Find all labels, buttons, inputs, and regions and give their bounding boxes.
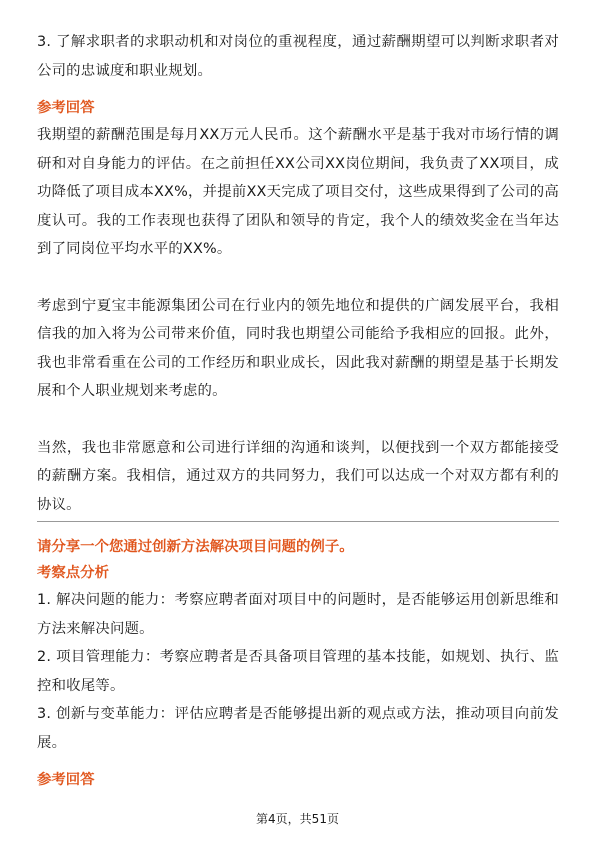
question-heading: 请分享一个您通过创新方法解决项目问题的例子。 <box>37 539 354 555</box>
answer-heading-2: 参考回答 <box>37 772 95 788</box>
question-item-3: 3. 了解求职者的求职动机和对岗位的重视程度，通过薪酬期望可以判断求职者对公司的忠诚度和职业规划。 <box>37 34 559 79</box>
section-divider <box>37 521 559 522</box>
document-page <box>37 28 559 793</box>
answer-paragraph-2: 考虑到宁夏宝丰能源集团公司在行业内的领先地位和提供的广阔发展平台，我相信我的加入将为公司带来价值，同时我也期望公司能给予我相应的回报。此外，我也非常看重在公司的工作经历和职业成长，因此我对薪酬的期望是基于长期发展和个人职业规划来考虑的。 <box>37 297 559 399</box>
answer-heading: 参考回答 <box>37 100 95 116</box>
page-footer: 第4页，共51页 <box>256 812 339 826</box>
analysis-item-2: 2. 项目管理能力：考察应聘者是否具备项目管理的基本技能，如规划、执行、监控和收尾等。 <box>37 649 559 694</box>
answer-paragraph-3: 当然，我也非常愿意和公司进行详细的沟通和谈判，以便找到一个双方都能接受的薪酬方案。我相信，通过双方的共同努力，我们可以达成一个对双方都有利的协议。 <box>37 439 559 513</box>
answer-paragraph-1: 我期望的薪酬范围是每月XX万元人民币。这个薪酬水平是基于我对市场行情的调研和对自身能力的评估。在之前担任XX公司XX岗位期间，我负责了XX项目，成功降低了项目成本XX%，并提前XX天完成了项目交付，这些成果得到了公司的高度认可。我的工作表现也获得了团队和领导的肯定，我个人的绩效奖金在当年达到了同岗位平均水平的XX%。 <box>37 127 559 257</box>
spacer <box>37 757 559 767</box>
analysis-item-1: 1. 解决问题的能力：考察应聘者面对项目中的问题时，是否能够运用创新思维和方法来解决问题。 <box>37 592 559 637</box>
analysis-item-3: 3. 创新与变革能力：评估应聘者是否能够提出新的观点或方法，推动项目向前发展。 <box>37 706 559 751</box>
spacer <box>37 85 559 95</box>
spacer <box>37 264 559 292</box>
spacer <box>37 406 559 434</box>
analysis-heading: 考察点分析 <box>37 565 109 581</box>
